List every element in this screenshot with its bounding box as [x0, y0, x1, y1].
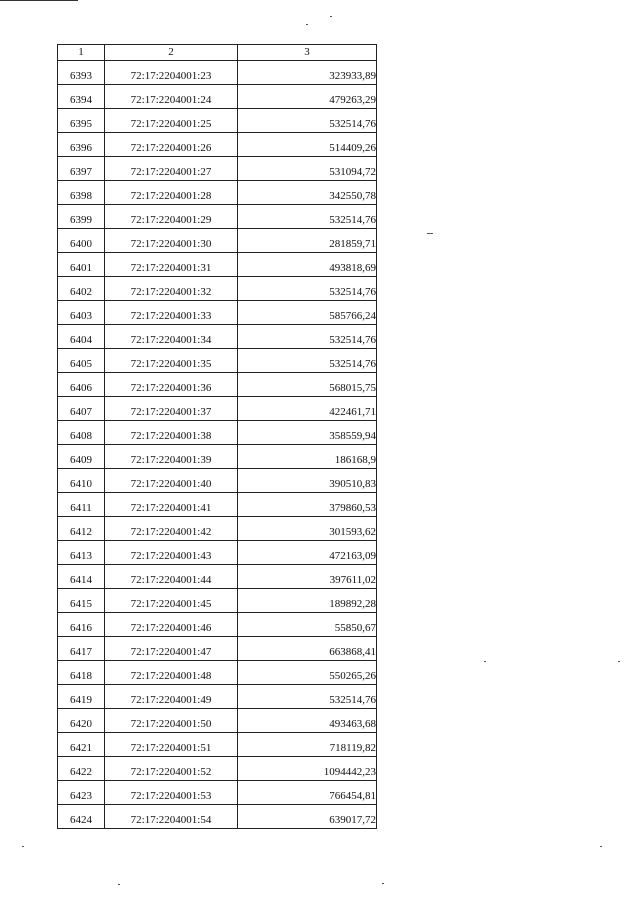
value-cell: 472163,09 [238, 541, 377, 565]
cadastral-number: 72:17:2204001:26 [105, 133, 238, 157]
value-cell: 397611,02 [238, 565, 377, 589]
value-cell: 550265,26 [238, 661, 377, 685]
value-cell: 186168,9 [238, 445, 377, 469]
table-row [58, 781, 377, 805]
page-top-rule [0, 0, 78, 1]
cadastral-number: 72:17:2204001:52 [105, 757, 238, 781]
row-number: 6403 [58, 301, 105, 325]
header-col-2: 2 [105, 45, 238, 61]
table-row [58, 637, 377, 661]
scan-speck [484, 661, 486, 662]
scan-speck [306, 24, 308, 25]
value-cell: 532514,76 [238, 205, 377, 229]
table-row [58, 109, 377, 133]
cadastral-number: 72:17:2204001:30 [105, 229, 238, 253]
row-number: 6418 [58, 661, 105, 685]
table-row [58, 541, 377, 565]
row-number: 6407 [58, 397, 105, 421]
table-row [58, 229, 377, 253]
table-row [58, 325, 377, 349]
row-number: 6411 [58, 493, 105, 517]
row-number: 6397 [58, 157, 105, 181]
table-row [58, 277, 377, 301]
table-row [58, 613, 377, 637]
scan-speck [618, 661, 620, 662]
cadastral-number: 72:17:2204001:23 [105, 61, 238, 85]
row-number: 6423 [58, 781, 105, 805]
value-cell: 514409,26 [238, 133, 377, 157]
value-cell: 532514,76 [238, 325, 377, 349]
cadastral-number: 72:17:2204001:32 [105, 277, 238, 301]
value-cell: 422461,71 [238, 397, 377, 421]
table-row [58, 469, 377, 493]
table-row [58, 301, 377, 325]
row-number: 6401 [58, 253, 105, 277]
row-number: 6409 [58, 445, 105, 469]
row-number: 6419 [58, 685, 105, 709]
table-row [58, 709, 377, 733]
cadastral-number: 72:17:2204001:47 [105, 637, 238, 661]
row-number: 6393 [58, 61, 105, 85]
cadastral-number: 72:17:2204001:45 [105, 589, 238, 613]
table-row [58, 517, 377, 541]
value-cell: 379860,53 [238, 493, 377, 517]
scan-speck [427, 233, 433, 234]
row-number: 6408 [58, 421, 105, 445]
value-cell: 342550,78 [238, 181, 377, 205]
row-number: 6405 [58, 349, 105, 373]
row-number: 6414 [58, 565, 105, 589]
row-number: 6420 [58, 709, 105, 733]
table-row [58, 253, 377, 277]
scan-speck [330, 16, 332, 17]
table-row [58, 205, 377, 229]
value-cell: 323933,89 [238, 61, 377, 85]
cadastral-number: 72:17:2204001:53 [105, 781, 238, 805]
value-cell: 493463,68 [238, 709, 377, 733]
table-row [58, 661, 377, 685]
table-row [58, 181, 377, 205]
cadastral-number: 72:17:2204001:31 [105, 253, 238, 277]
value-cell: 479263,29 [238, 85, 377, 109]
value-cell: 281859,71 [238, 229, 377, 253]
cadastral-number: 72:17:2204001:48 [105, 661, 238, 685]
table-body [58, 61, 377, 829]
value-cell: 1094442,23 [238, 757, 377, 781]
row-number: 6410 [58, 469, 105, 493]
cadastral-number: 72:17:2204001:35 [105, 349, 238, 373]
row-number: 6417 [58, 637, 105, 661]
row-number: 6412 [58, 517, 105, 541]
header-col-1: 1 [58, 45, 105, 61]
table-row [58, 157, 377, 181]
value-cell: 301593,62 [238, 517, 377, 541]
value-cell: 189892,28 [238, 589, 377, 613]
value-cell: 532514,76 [238, 109, 377, 133]
cadastral-number: 72:17:2204001:24 [105, 85, 238, 109]
row-number: 6400 [58, 229, 105, 253]
row-number: 6415 [58, 589, 105, 613]
row-number: 6424 [58, 805, 105, 829]
row-number: 6394 [58, 85, 105, 109]
cadastral-number: 72:17:2204001:42 [105, 517, 238, 541]
table-row [58, 757, 377, 781]
row-number: 6421 [58, 733, 105, 757]
cadastral-number: 72:17:2204001:33 [105, 301, 238, 325]
table-row [58, 85, 377, 109]
cadastral-number: 72:17:2204001:38 [105, 421, 238, 445]
value-cell: 358559,94 [238, 421, 377, 445]
row-number: 6422 [58, 757, 105, 781]
cadastral-number: 72:17:2204001:29 [105, 205, 238, 229]
table-row [58, 805, 377, 829]
row-number: 6399 [58, 205, 105, 229]
row-number: 6398 [58, 181, 105, 205]
table-row [58, 133, 377, 157]
value-cell: 55850,67 [238, 613, 377, 637]
value-cell: 532514,76 [238, 685, 377, 709]
cadastral-number: 72:17:2204001:54 [105, 805, 238, 829]
parcel-value-table [57, 44, 377, 829]
table-row [58, 349, 377, 373]
value-cell: 585766,24 [238, 301, 377, 325]
value-cell: 493818,69 [238, 253, 377, 277]
cadastral-number: 72:17:2204001:44 [105, 565, 238, 589]
cadastral-number: 72:17:2204001:51 [105, 733, 238, 757]
value-cell: 532514,76 [238, 349, 377, 373]
cadastral-number: 72:17:2204001:46 [105, 613, 238, 637]
header-row [58, 45, 377, 61]
scan-speck [118, 884, 120, 885]
cadastral-number: 72:17:2204001:49 [105, 685, 238, 709]
table-row [58, 685, 377, 709]
cadastral-number: 72:17:2204001:43 [105, 541, 238, 565]
row-number: 6416 [58, 613, 105, 637]
cadastral-number: 72:17:2204001:25 [105, 109, 238, 133]
table-row [58, 373, 377, 397]
value-cell: 390510,83 [238, 469, 377, 493]
cadastral-number: 72:17:2204001:50 [105, 709, 238, 733]
value-cell: 639017,72 [238, 805, 377, 829]
table-row [58, 445, 377, 469]
value-cell: 663868,41 [238, 637, 377, 661]
cadastral-number: 72:17:2204001:27 [105, 157, 238, 181]
row-number: 6395 [58, 109, 105, 133]
value-cell: 718119,82 [238, 733, 377, 757]
table-row [58, 421, 377, 445]
value-cell: 531094,72 [238, 157, 377, 181]
value-cell: 568015,75 [238, 373, 377, 397]
table-row [58, 61, 377, 85]
scan-speck [382, 883, 384, 884]
table-row [58, 397, 377, 421]
table-row [58, 733, 377, 757]
cadastral-number: 72:17:2204001:41 [105, 493, 238, 517]
cadastral-number: 72:17:2204001:40 [105, 469, 238, 493]
value-cell: 766454,81 [238, 781, 377, 805]
scan-speck [22, 846, 24, 847]
table-header [58, 45, 377, 61]
row-number: 6402 [58, 277, 105, 301]
row-number: 6406 [58, 373, 105, 397]
value-cell: 532514,76 [238, 277, 377, 301]
row-number: 6404 [58, 325, 105, 349]
cadastral-number: 72:17:2204001:37 [105, 397, 238, 421]
row-number: 6413 [58, 541, 105, 565]
table-row [58, 565, 377, 589]
cadastral-number: 72:17:2204001:36 [105, 373, 238, 397]
cadastral-number: 72:17:2204001:39 [105, 445, 238, 469]
header-col-3: 3 [238, 45, 377, 61]
cadastral-number: 72:17:2204001:34 [105, 325, 238, 349]
row-number: 6396 [58, 133, 105, 157]
cadastral-number: 72:17:2204001:28 [105, 181, 238, 205]
table-row [58, 589, 377, 613]
table-row [58, 493, 377, 517]
scan-speck [600, 846, 602, 847]
